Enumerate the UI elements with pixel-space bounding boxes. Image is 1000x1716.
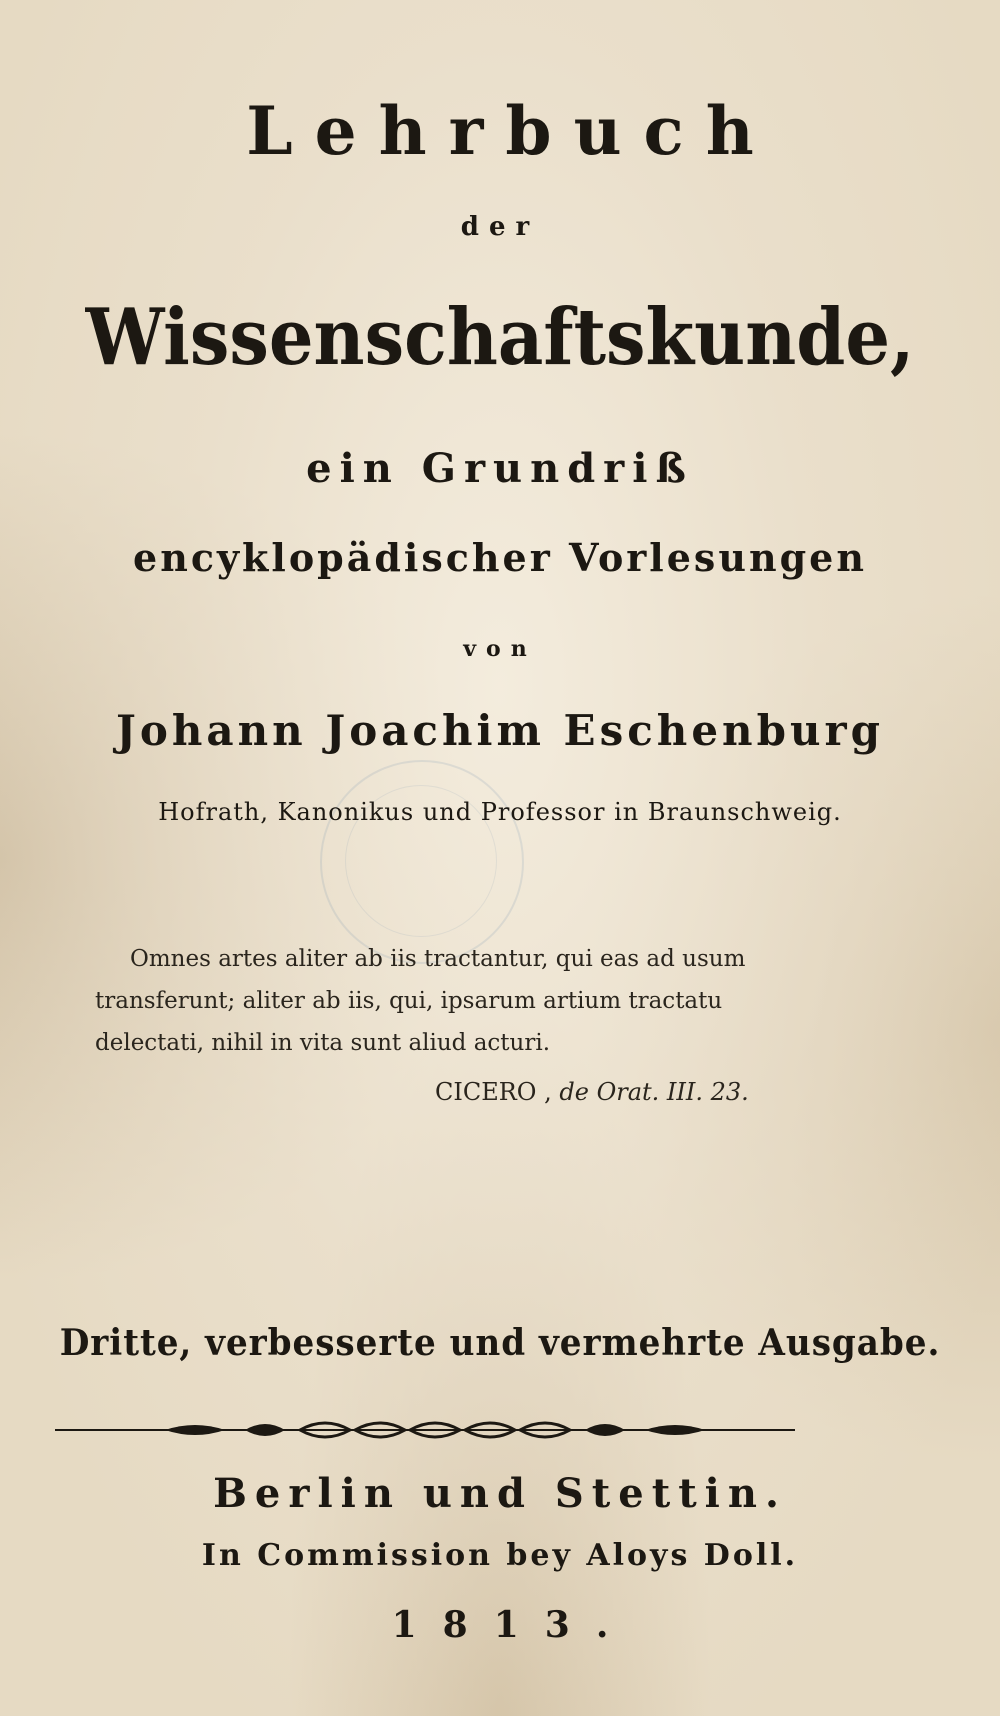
subtitle-line-2: encyklopädischer Vorlesungen (133, 535, 867, 580)
epigraph-author: CICERO , (435, 1078, 552, 1106)
epigraph-line-1: Omnes artes aliter ab iis tractantur, qui eas ad usum (130, 946, 746, 972)
imprint-place: Berlin und Stettin. (213, 1470, 787, 1517)
book-subject: Wissenschaftskunde, (85, 292, 915, 383)
book-title: Lehrbuch (246, 92, 776, 170)
imprint-year: 1813. (391, 1604, 635, 1646)
by-line: von (463, 636, 537, 662)
epigraph-citation (435, 1078, 749, 1106)
imprint-publisher: In Commission bey Aloys Doll. (201, 1538, 799, 1573)
author-name: Johann Joachim Eschenburg (116, 706, 884, 755)
ornamental-rule (55, 1410, 795, 1450)
epigraph-line-3: delectati, nihil in vita sunt aliud acturi. (95, 1030, 551, 1056)
subtitle-line-1: ein Grundriß (306, 445, 694, 492)
epigraph-line-2: transferunt; aliter ab iis, qui, ipsarum artium tractatu (95, 988, 723, 1014)
author-titles: Hofrath, Kanonikus und Professor in Braunschweig. (158, 798, 842, 826)
epigraph-reference: de Orat. III. 23. (559, 1078, 749, 1106)
title-article: der (460, 212, 540, 242)
edition-statement: Dritte, verbesserte und vermehrte Ausgabe. (59, 1322, 941, 1364)
